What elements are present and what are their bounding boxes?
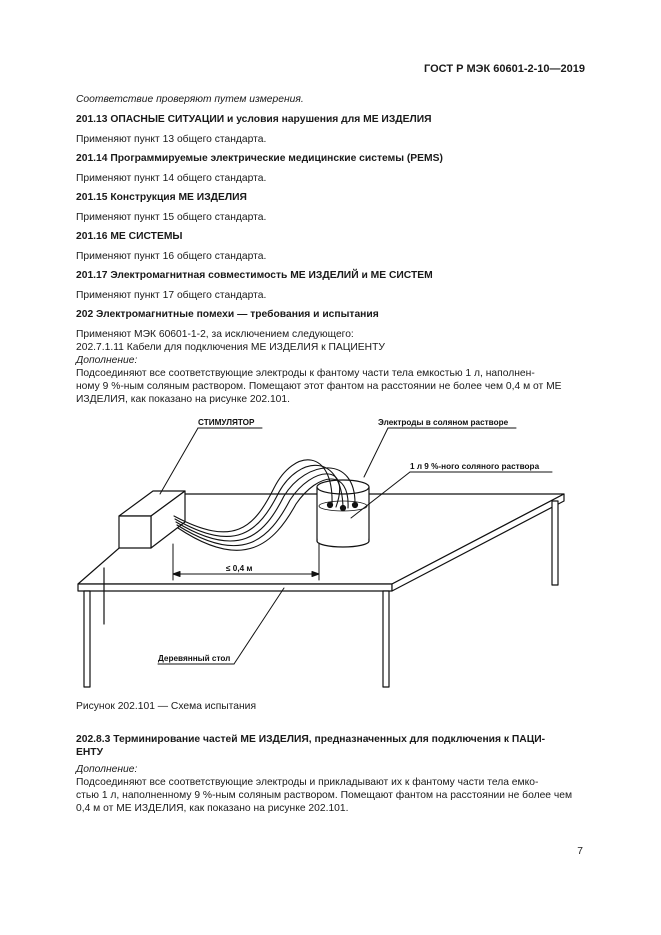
solution-label: 1 л 9 %-ного соляного раствора — [410, 462, 540, 471]
section-201-15-body: Применяют пункт 15 общего стандарта. — [76, 212, 267, 223]
test-setup-figure — [74, 408, 594, 700]
section-202-8-3-addition: Дополнение: — [76, 764, 138, 775]
section-202-8-3-para-line1: Подсоединяют все соответствующие электроды и прикладывают их к фантому части тела емко- — [76, 777, 539, 788]
table-top-front-edge — [78, 584, 392, 591]
section-201-17-heading: 201.17 Электромагнитная совместимость МЕ ИЗДЕЛИЙ и МЕ СИСТЕМ — [76, 270, 433, 281]
page-number: 7 — [577, 846, 583, 857]
distance-label: ≤ 0,4 м — [226, 564, 253, 573]
section-202-para-line3: ИЗДЕЛИЯ, как показано на рисунке 202.101. — [76, 394, 290, 405]
section-202-para-line2: ному 9 %-ным соляным раствором. Помещают этот фантом на расстоянии не более чем 0,4 м от МЕ — [76, 381, 562, 392]
figure-caption: Рисунок 202.101 — Схема испытания — [76, 701, 257, 712]
section-202-8-3-para-line2: стью 1 л, наполненному 9 %-ным соляным раствором. Помещают фантом на расстоянии не более чем — [76, 790, 573, 801]
table-leg-front-right — [383, 591, 389, 687]
section-201-16-heading: 201.16 МЕ СИСТЕМЫ — [76, 231, 183, 242]
section-202-line1: Применяют МЭК 60601-1-2, за исключением следующего: — [76, 329, 354, 340]
section-202-para-line1: Подсоединяют все соответствующие электроды к фантому части тела емкостью 1 л, наполнен- — [76, 368, 535, 379]
section-201-13-heading: 201.13 ОПАСНЫЕ СИТУАЦИИ и условия нарушения для МЕ ИЗДЕЛИЯ — [76, 114, 432, 125]
section-202-line2: 202.7.1.11 Кабели для подключения МЕ ИЗДЕЛИЯ к ПАЦИЕНТУ — [76, 342, 385, 353]
section-202-heading: 202 Электромагнитные помехи — требования и испытания — [76, 309, 379, 320]
document-header: ГОСТ Р МЭК 60601-2-10—2019 — [424, 63, 585, 75]
section-201-15-heading: 201.15 Конструкция МЕ ИЗДЕЛИЯ — [76, 192, 247, 203]
section-201-17-body: Применяют пункт 17 общего стандарта. — [76, 290, 267, 301]
section-201-14-heading: 201.14 Программируемые электрические медицинские системы (PEMS) — [76, 153, 443, 164]
table-leg-front-left — [84, 591, 90, 687]
section-202-8-3-para-line3: 0,4 м от МЕ ИЗДЕЛИЯ, как показано на рисунке 202.101. — [76, 803, 349, 814]
section-201-16-body: Применяют пункт 16 общего стандарта. — [76, 251, 267, 262]
section-202-addition: Дополнение: — [76, 355, 138, 366]
section-201-14-body: Применяют пункт 14 общего стандарта. — [76, 173, 267, 184]
stimulator-label: СТИМУЛЯТОР — [198, 418, 255, 427]
electrodes-label: Электроды в соляном растворе — [378, 418, 509, 427]
section-202-8-3-heading-line2: ЕНТУ — [76, 747, 103, 758]
compliance-note: Соответствие проверяют путем измерения. — [76, 94, 304, 105]
saline-container — [317, 480, 369, 547]
section-202-8-3-heading-line1: 202.8.3 Терминирование частей МЕ ИЗДЕЛИЯ, предназначенных для подключения к ПАЦИ- — [76, 734, 546, 745]
table-leg-back-right — [552, 501, 558, 585]
section-201-13-body: Применяют пункт 13 общего стандарта. — [76, 134, 267, 145]
table-label: Деревянный стол — [158, 654, 231, 663]
